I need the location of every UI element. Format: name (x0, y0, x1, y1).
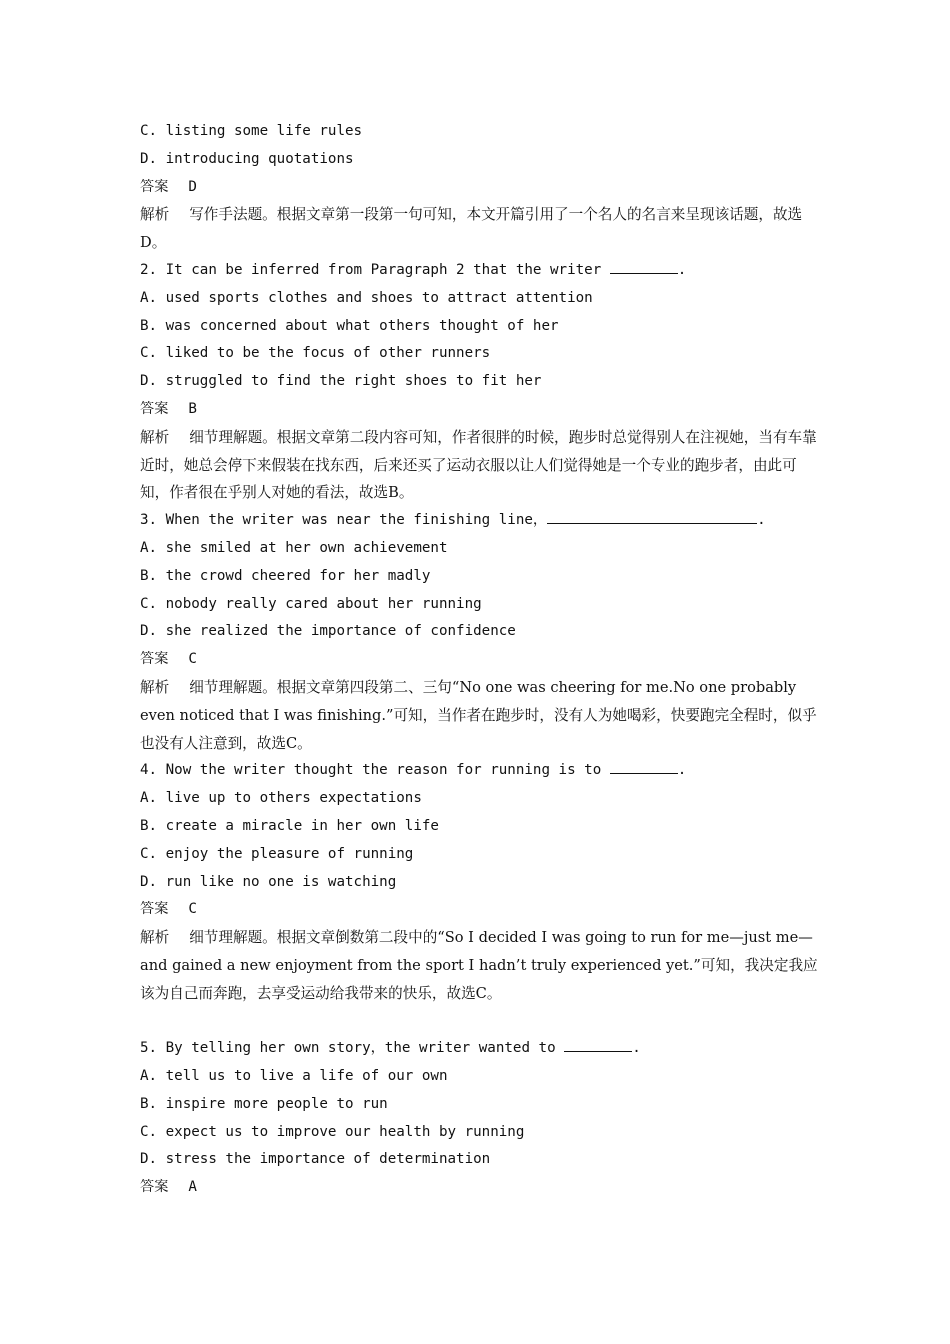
answer-key (140, 396, 820, 424)
document-page (140, 118, 820, 1202)
answer-label: 答案 (140, 651, 169, 668)
answer-option: A. tell us to live a life of our own (140, 1068, 448, 1085)
answer-option: C. listing some life rules (140, 123, 363, 139)
analysis-label: 解析 (140, 206, 170, 224)
analysis-paragraph (140, 424, 820, 507)
answer-option: D. she realized the importance of confidence (140, 623, 516, 640)
question-stem (140, 1035, 820, 1063)
answer-option: C. liked to be the focus of other runners (140, 345, 491, 362)
answer-label: 答案 (140, 901, 169, 918)
answer-value: D (188, 178, 197, 195)
question-stem (140, 757, 820, 785)
analysis-text: 细节理解题。根据文章第四段第二、三句“No one was cheering for me.No one probably even noticed that I was finishing.”可知，当作者在跑步时，没有人为她喝彩，快要跑完全程时，似乎也没有人注意到，故选C。 (140, 678, 817, 752)
fill-in-blank (564, 1037, 632, 1052)
analysis-label: 解析 (140, 929, 170, 947)
answer-option: B. inspire more people to run (140, 1095, 388, 1112)
answer-option: A. live up to others expectations (140, 790, 422, 807)
question-end: . (757, 512, 766, 529)
analysis-label: 解析 (140, 678, 170, 696)
answer-key (140, 174, 820, 202)
answer-value: A (188, 1179, 197, 1196)
answer-option: C. nobody really cared about her running (140, 595, 482, 612)
answer-option: D. stress the importance of determination (140, 1151, 491, 1168)
answer-option: C. expect us to improve our health by running (140, 1123, 525, 1140)
analysis-text: 写作手法题。根据文章第一段第一句可知，本文开篇引用了一个名人的名言来呈现该话题，故选D。 (140, 206, 803, 252)
blank-line (140, 1008, 820, 1036)
fill-in-blank (610, 259, 678, 274)
analysis-label: 解析 (140, 428, 170, 446)
analysis-paragraph (140, 924, 820, 1007)
answer-option: B. was concerned about what others thought of her (140, 317, 559, 334)
question-end: . (632, 1040, 641, 1057)
answer-option: D. run like no one is watching (140, 873, 397, 890)
question-text: 4. Now the writer thought the reason for running is to (140, 762, 610, 779)
answer-key (140, 896, 820, 924)
answer-key (140, 646, 820, 674)
answer-option: A. used sports clothes and shoes to attract attention (140, 289, 593, 306)
analysis-text: 细节理解题。根据文章倒数第二段中的“So I decided I was going to run for me—just me—and gained a new enjoyment from the sport I hadn’t truly experienced yet.”可知，我决定我应该为自己而奔跑，去享受运动给我带来的快乐，故选C。 (140, 929, 818, 1002)
answer-value: C (188, 901, 197, 918)
answer-option: B. the crowd cheered for her madly (140, 567, 431, 584)
answer-value: B (188, 400, 197, 417)
answer-option: A. she smiled at her own achievement (140, 539, 448, 556)
answer-option: D. introducing quotations (140, 150, 354, 167)
question-text: 2. It can be inferred from Paragraph 2 that the writer (140, 261, 610, 278)
analysis-paragraph (140, 201, 820, 257)
analysis-text: 细节理解题。根据文章第二段内容可知，作者很胖的时候，跑步时总觉得别人在注视她，当有车靠近时，她总会停下来假装在找东西，后来还买了运动衣服以让人们觉得她是一个专业的跑步者，由此可知，作者很在乎别人对她的看法，故选B。 (140, 428, 817, 502)
fill-in-blank (547, 509, 757, 524)
analysis-paragraph (140, 674, 820, 757)
answer-option: B. create a miracle in her own life (140, 817, 439, 834)
fill-in-blank (610, 759, 678, 774)
answer-label: 答案 (140, 400, 169, 417)
answer-value: C (188, 651, 197, 668)
answer-label: 答案 (140, 178, 169, 195)
question-text: 5. By telling her own story，the writer wanted to (140, 1040, 565, 1057)
answer-option: C. enjoy the pleasure of running (140, 845, 414, 862)
answer-key (140, 1174, 820, 1202)
question-stem (140, 507, 820, 535)
question-text: 3. When the writer was near the finishing line， (140, 512, 548, 529)
question-end: . (677, 261, 687, 278)
question-end: . (677, 762, 687, 779)
answer-option: D. struggled to find the right shoes to fit her (140, 373, 542, 390)
question-stem (140, 257, 820, 285)
answer-label: 答案 (140, 1179, 169, 1196)
